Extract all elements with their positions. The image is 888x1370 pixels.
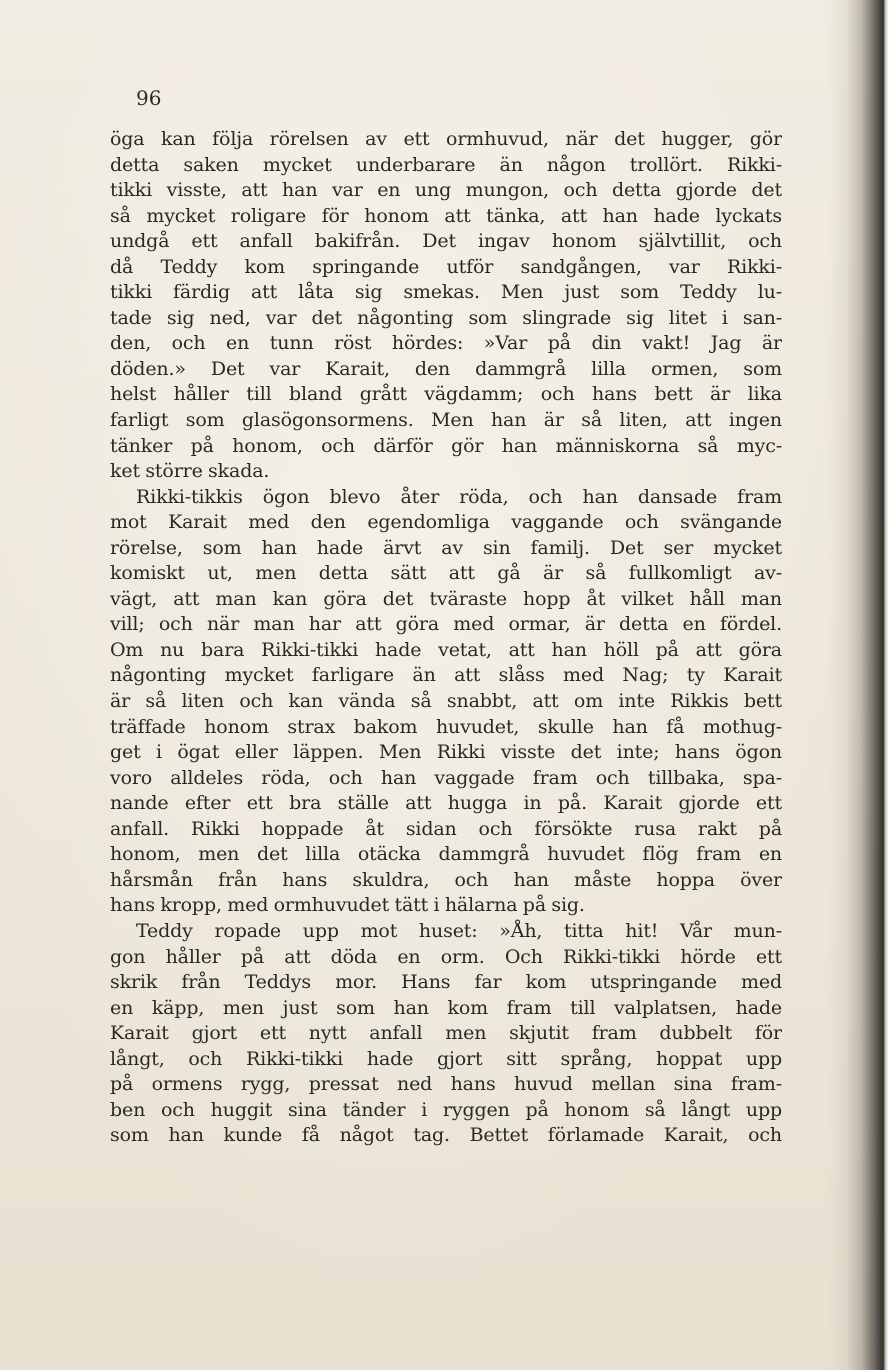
text-line: döden.» Det var Karait, den dammgrå lilla ormen, som: [110, 357, 782, 380]
text-line: öga kan följa rörelsen av ett ormhuvud, när det hugger, gör: [110, 128, 782, 150]
text-line: gon håller på att döda en orm. Och Rikki-tikki hörde ett: [110, 945, 782, 968]
text-line: undgå ett anfall bakifrån. Det ingav honom självtillit, och: [110, 230, 782, 253]
text-line: vägt, att man kan göra det tväraste hopp åt vilket håll man: [110, 587, 782, 610]
text-line: rörelse, som han hade ärvt av sin familj. Det ser mycket: [110, 536, 782, 559]
text-line: någonting mycket farligare än att slåss med Nag; ty Karait: [110, 664, 782, 687]
text-line: nande efter ett bra ställe att hugga in på. Karait gjorde ett: [110, 792, 782, 815]
text-line: detta saken mycket underbarare än någon trollört. Rikki-: [110, 153, 782, 176]
text-line: anfall. Rikki hoppade åt sidan och försökte rusa rakt på: [110, 817, 782, 840]
paragraph-first-line: Teddy ropade upp mot huset: »Åh, titta hit! Vår mun-: [136, 919, 782, 942]
text-line: tade sig ned, var det någonting som slingrade sig litet i san-: [110, 306, 782, 329]
text-line: farligt som glasögonsormens. Men han är så liten, att ingen: [110, 409, 782, 432]
text-line: långt, och Rikki-tikki hade gjort sitt språng, hoppat upp: [110, 1047, 782, 1070]
text-line: Om nu bara Rikki-tikki hade vetat, att han höll på att göra: [110, 638, 782, 661]
text-line: tikki visste, att han var en ung mungon, och detta gjorde det: [110, 179, 782, 202]
text-line: mot Karait med den egendomliga vaggande och svängande: [110, 511, 782, 534]
text-line: ben och huggit sina tänder i ryggen på honom så långt upp: [110, 1098, 782, 1121]
text-line: helst håller till bland grått vägdamm; och hans bett är lika: [110, 383, 782, 406]
paragraph-last-line: hans kropp, med ormhuvudet tätt i hälarna på sig.: [110, 894, 585, 917]
text-line: tänker på honom, och därför gör han människorna så myc-: [110, 434, 782, 457]
text-line: voro alldeles röda, och han vaggade fram och tillbaka, spa-: [110, 766, 782, 789]
text-line: som han kunde få något tag. Bettet förlamade Karait, och: [110, 1124, 782, 1147]
text-line: hårsmån från hans skuldra, och han måste hoppa över: [110, 868, 782, 891]
paragraph-first-line: Rikki-tikkis ögon blevo åter röda, och han dansade fram: [136, 485, 782, 508]
book-spine-shadow: [828, 0, 888, 1370]
text-line: tikki färdig att låta sig smekas. Men just som Teddy lu-: [110, 281, 782, 304]
page-number: 96: [136, 86, 162, 110]
text-line: då Teddy kom springande utför sandgången, var Rikki-: [110, 255, 782, 278]
text-line: komiskt ut, men detta sätt att gå är så fullkomligt av-: [110, 562, 782, 585]
text-line: träffade honom strax bakom huvudet, skulle han få mothug-: [110, 715, 782, 738]
paragraph-last-line: ket större skada.: [110, 460, 270, 483]
text-line: Karait gjort ett nytt anfall men skjutit fram dubbelt för: [110, 1022, 782, 1045]
text-line: är så liten och kan vända så snabbt, att om inte Rikkis bett: [110, 690, 782, 713]
body-text: [110, 127, 782, 1149]
text-line: en käpp, men just som han kom fram till valplatsen, hade: [110, 996, 782, 1019]
text-line: den, och en tunn röst hördes: »Var på din vakt! Jag är: [110, 332, 782, 355]
text-line: på ormens rygg, pressat ned hans huvud mellan sina fram-: [110, 1073, 782, 1096]
text-line: get i ögat eller läppen. Men Rikki visste det inte; hans ögon: [110, 741, 782, 764]
text-line: så mycket roligare för honom att tänka, att han hade lyckats: [110, 204, 782, 227]
text-line: skrik från Teddys mor. Hans far kom utspringande med: [110, 971, 782, 994]
text-line: vill; och när man har att göra med ormar, är detta en fördel.: [110, 613, 782, 636]
text-line: honom, men det lilla otäcka dammgrå huvudet flög fram en: [110, 843, 782, 866]
